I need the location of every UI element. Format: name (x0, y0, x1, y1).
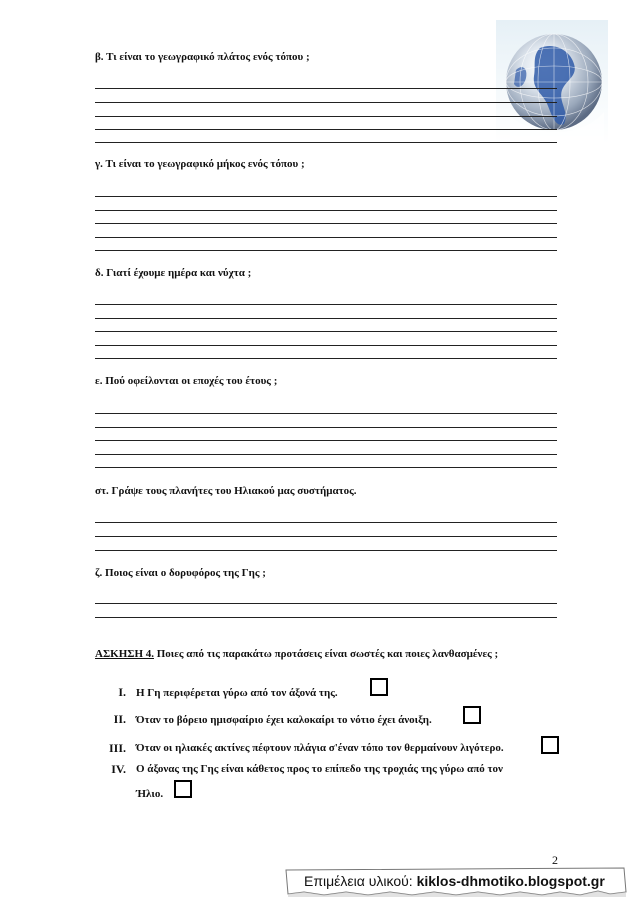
exercise-4-heading (95, 648, 498, 660)
statement-3-text: Όταν οι ηλιακές ακτίνες πέφτουν πλάγια σ'έναν τόπο τον θερμαίνουν λιγότερο. (136, 742, 504, 754)
answer-line[interactable] (95, 250, 557, 251)
statement-4-text: Ο άξονας της Γης είναι κάθετος προς το επίπεδο της τροχιάς της γύρω από τον (136, 763, 503, 775)
answer-line[interactable] (95, 454, 557, 455)
page-number: 2 (552, 853, 558, 867)
answer-line[interactable] (95, 304, 557, 305)
statement-2-text: Όταν το βόρειο ημισφαίριο έχει καλοκαίρι το νότιο έχει άνοιξη. (136, 714, 432, 726)
answer-line[interactable] (95, 427, 557, 428)
statement-1-number: I. (118, 685, 126, 699)
footer-credit (304, 873, 605, 889)
answer-line[interactable] (95, 223, 557, 224)
statement-3-number: III. (108, 741, 126, 755)
question-b-label: β. Τι είναι το γεωγραφικό πλάτος ενός τόπου ; (95, 51, 310, 63)
answer-line[interactable] (95, 237, 557, 238)
question-st-label: στ. Γράψε τους πλανήτες του Ηλιακού μας συστήματος. (95, 485, 357, 497)
question-c-label: γ. Τι είναι το γεωγραφικό μήκος ενός τόπου ; (95, 158, 305, 170)
statement-4-number: IV. (111, 762, 126, 776)
answer-line[interactable] (95, 358, 557, 359)
answer-line[interactable] (95, 345, 557, 346)
answer-line[interactable] (95, 129, 557, 130)
footer-banner (280, 866, 630, 898)
statement-1-checkbox[interactable] (370, 678, 388, 696)
statement-4-checkbox[interactable] (174, 780, 192, 798)
statement-3-checkbox[interactable] (541, 736, 559, 754)
exercise-4-prompt: Ποιες από τις παρακάτω προτάσεις είναι σωστές και ποιες λανθασμένες ; (154, 648, 499, 660)
footer-prefix: Επιμέλεια υλικού: (304, 873, 417, 889)
statement-2-checkbox[interactable] (463, 706, 481, 724)
footer-site-link[interactable]: kiklos-dhmotiko.blogspot.gr (416, 873, 605, 889)
answer-line[interactable] (95, 522, 557, 523)
statement-1-text: Η Γη περιφέρεται γύρω από τον άξονά της. (136, 687, 338, 699)
answer-line[interactable] (95, 413, 557, 414)
answer-line[interactable] (95, 142, 557, 143)
answer-line[interactable] (95, 440, 557, 441)
answer-line[interactable] (95, 331, 557, 332)
answer-line[interactable] (95, 550, 557, 551)
answer-line[interactable] (95, 88, 557, 89)
statement-2-number: II. (113, 712, 126, 726)
exercise-4-label: ΑΣΚΗΣΗ 4. (95, 648, 154, 660)
answer-line[interactable] (95, 603, 557, 604)
question-d-label: δ. Γιατί έχουμε ημέρα και νύχτα ; (95, 267, 252, 279)
answer-line[interactable] (95, 116, 557, 117)
answer-line[interactable] (95, 536, 557, 537)
answer-line[interactable] (95, 617, 557, 618)
question-e-label: ε. Πού οφείλονται οι εποχές του έτους ; (95, 375, 278, 387)
answer-line[interactable] (95, 102, 557, 103)
question-z-label: ζ. Ποιος είναι ο δορυφόρος της Γης ; (95, 567, 266, 579)
answer-line[interactable] (95, 196, 557, 197)
answer-line[interactable] (95, 318, 557, 319)
statement-4-text-cont: Ήλιο. (136, 788, 164, 800)
answer-line[interactable] (95, 467, 557, 468)
globe-image (496, 20, 608, 144)
answer-line[interactable] (95, 210, 557, 211)
